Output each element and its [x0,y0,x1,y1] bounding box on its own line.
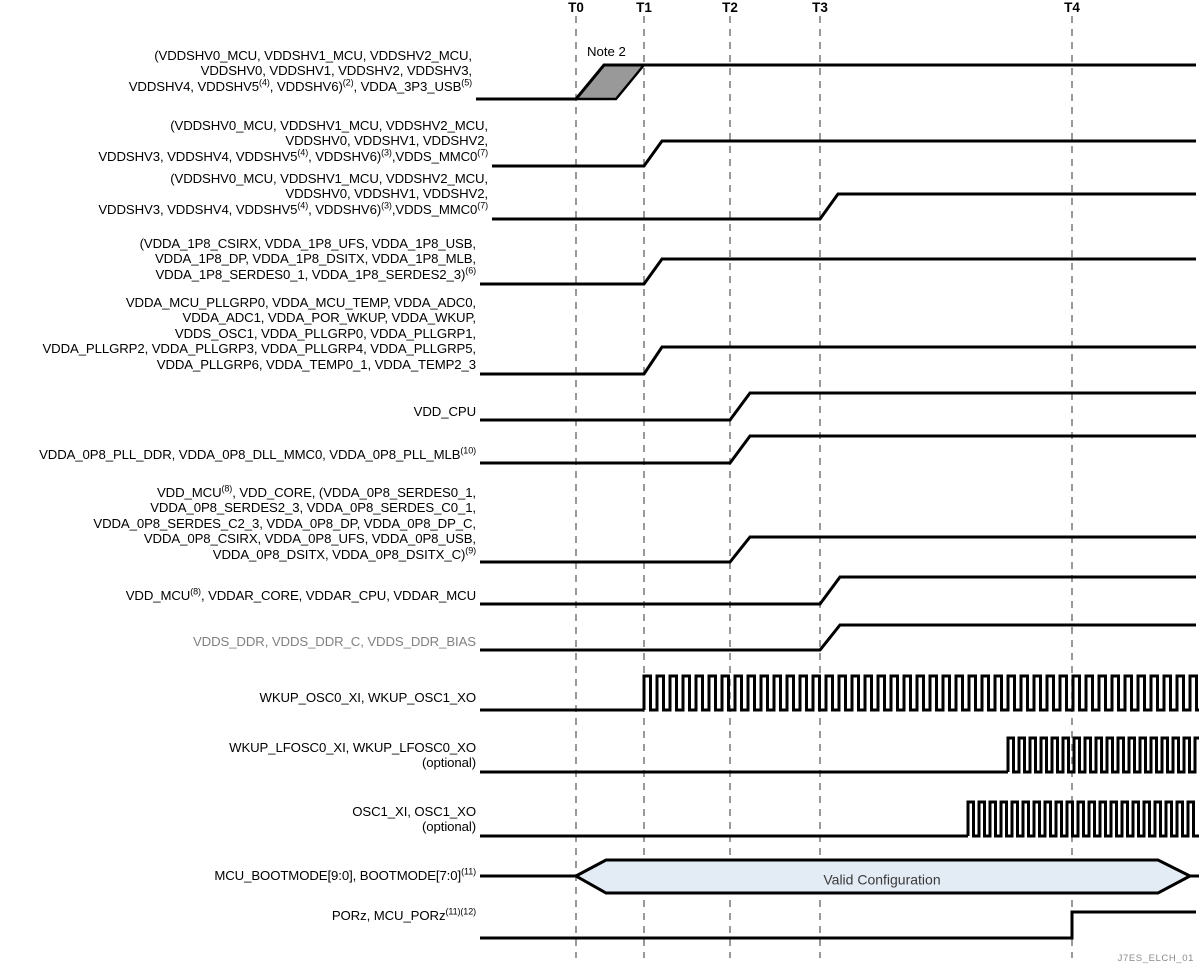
signal-label-osc1: OSC1_XI, OSC1_XO (optional) [352,804,476,835]
waveform-vddar [480,577,1196,604]
waveform-vdda-0p8-pll [480,436,1196,463]
clock-burst [644,676,1199,710]
time-label-T3: T3 [812,0,828,15]
signal-line [480,537,1196,562]
signal-label-wkup-osc0: WKUP_OSC0_XI, WKUP_OSC1_XO [259,690,476,705]
signal-label-vdda-0p8-pll: VDDA_0P8_PLL_DDR, VDDA_0P8_DLL_MMC0, VDDA_0P8_PLL_MLB$^{(10)}$ [39,445,476,462]
signal-label-wkup-lfosc0: WKUP_LFOSC0_XI, WKUP_LFOSC0_XO (optional) [229,740,476,771]
waveform-vddshv-3p3 [476,65,1196,99]
signal-label-vdd-cpu: VDD_CPU [413,404,476,419]
waveform-vdds-ddr [480,625,1196,650]
waveform-vddshv-t1 [492,141,1196,166]
ramp-shaded-region [576,65,644,99]
signal-label-vddshv-3p3: (VDDSHV0_MCU, VDDSHV1_MCU, VDDSHV2_MCU, VDDSHV0, VDDSHV1, VDDSHV2, VDDSHV3, VDDSHV4, VDDSHV5$^{(4)}$, VDDSHV6)$^{(2)}$, VDDA_3P3_USB$^{(5)}$ [128,48,472,94]
signal-label-vddshv-t3: (VDDSHV0_MCU, VDDSHV1_MCU, VDDSHV2_MCU, VDDSHV0, VDDSHV1, VDDSHV2, VDDSHV3, VDDSHV4, VDDSHV5$^{(4)}$, VDDSHV6)$^{(3)}$,VDDS_MMC0$^{(7)}$ [98,171,488,217]
waveform-wkup-lfosc0 [480,738,1199,772]
time-label-T4: T4 [1064,0,1080,15]
waveform-bootmode [480,860,1199,893]
waveform-vdda-1p8 [480,259,1196,284]
note-2-annotation: Note 2 [587,44,626,59]
signal-label-vddar: VDD_MCU$^{(8)}$, VDDAR_CORE, VDDAR_CPU, VDDAR_MCU [125,586,476,603]
waveform-vdd-mcu-core [480,537,1196,562]
signal-line [492,194,1196,219]
signal-label-vdds-ddr: VDDS_DDR, VDDS_DDR_C, VDDS_DDR_BIAS [192,634,476,649]
signal-line [492,141,1196,166]
waveform-vdda-pllgrp [480,347,1196,374]
bus-value-label: Valid Configuration [823,871,941,888]
waveform-vddshv-t3 [492,194,1196,219]
signal-line [480,912,1196,938]
waveform-osc1 [480,802,1199,836]
signal-line [480,436,1196,463]
waveform-porz [480,912,1196,938]
signal-label-vdda-1p8: (VDDA_1P8_CSIRX, VDDA_1P8_UFS, VDDA_1P8_USB, VDDA_1P8_DP, VDDA_1P8_DSITX, VDDA_1P8_MLB, VDDA_1P8_SERDES0_1, VDDA_1P8_SERDES2_3)$^{(6)}$ [139,236,476,282]
signal-label-porz: PORz, MCU_PORz$^{(11)(12)}$ [331,906,476,923]
signal-label-vdd-mcu-core: VDD_MCU$^{(8)}$, VDD_CORE, (VDDA_0P8_SERDES0_1, VDDA_0P8_SERDES2_3, VDDA_0P8_SERDES_C0_1, VDDA_0P8_SERDES_C2_3, VDDA_0P8_DP, VDDA_0P8_DP_C, VDDA_0P8_CSIRX, VDDA_0P8_UFS, VDDA_0P8_USB, VDDA_0P8_DSITX, VDDA_0P8_DSITX_C)$^{(9)}$ [93,483,476,562]
clock-burst [1008,738,1199,772]
figure-watermark: J7ES_ELCH_01 [1117,953,1194,964]
signal-label-vdda-pllgrp: VDDA_MCU_PLLGRP0, VDDA_MCU_TEMP, VDDA_ADC0, VDDA_ADC1, VDDA_POR_WKUP, VDDA_WKUP, VDDS_OSC1, VDDA_PLLGRP0, VDDA_PLLGRP1, VDDA_PLLGRP2, VDDA_PLLGRP3, VDDA_PLLGRP4, VDDA_PLLGRP5, VDDA_PLLGRP6, VDDA_TEMP0_1, VDDA_TEMP2_3 [42,295,476,372]
time-label-T0: T0 [568,0,584,15]
waveform-vdd-cpu [480,393,1196,420]
signal-label-vddshv-t1: (VDDSHV0_MCU, VDDSHV1_MCU, VDDSHV2_MCU, VDDSHV0, VDDSHV1, VDDSHV2, VDDSHV3, VDDSHV4, VDDSHV5$^{(4)}$, VDDSHV6)$^{(3)}$,VDDS_MMC0$^{(7)}$ [98,118,488,164]
time-label-T1: T1 [636,0,652,15]
signal-line [480,577,1196,604]
signal-line [480,625,1196,650]
signal-line [480,393,1196,420]
waveform-wkup-osc0 [480,676,1199,710]
clock-burst [968,802,1199,836]
signal-line [480,347,1196,374]
signal-label-bootmode: MCU_BOOTMODE[9:0], BOOTMODE[7:0]$^{(11)}$ [214,866,476,883]
signal-line [480,259,1196,284]
time-label-T2: T2 [722,0,738,15]
